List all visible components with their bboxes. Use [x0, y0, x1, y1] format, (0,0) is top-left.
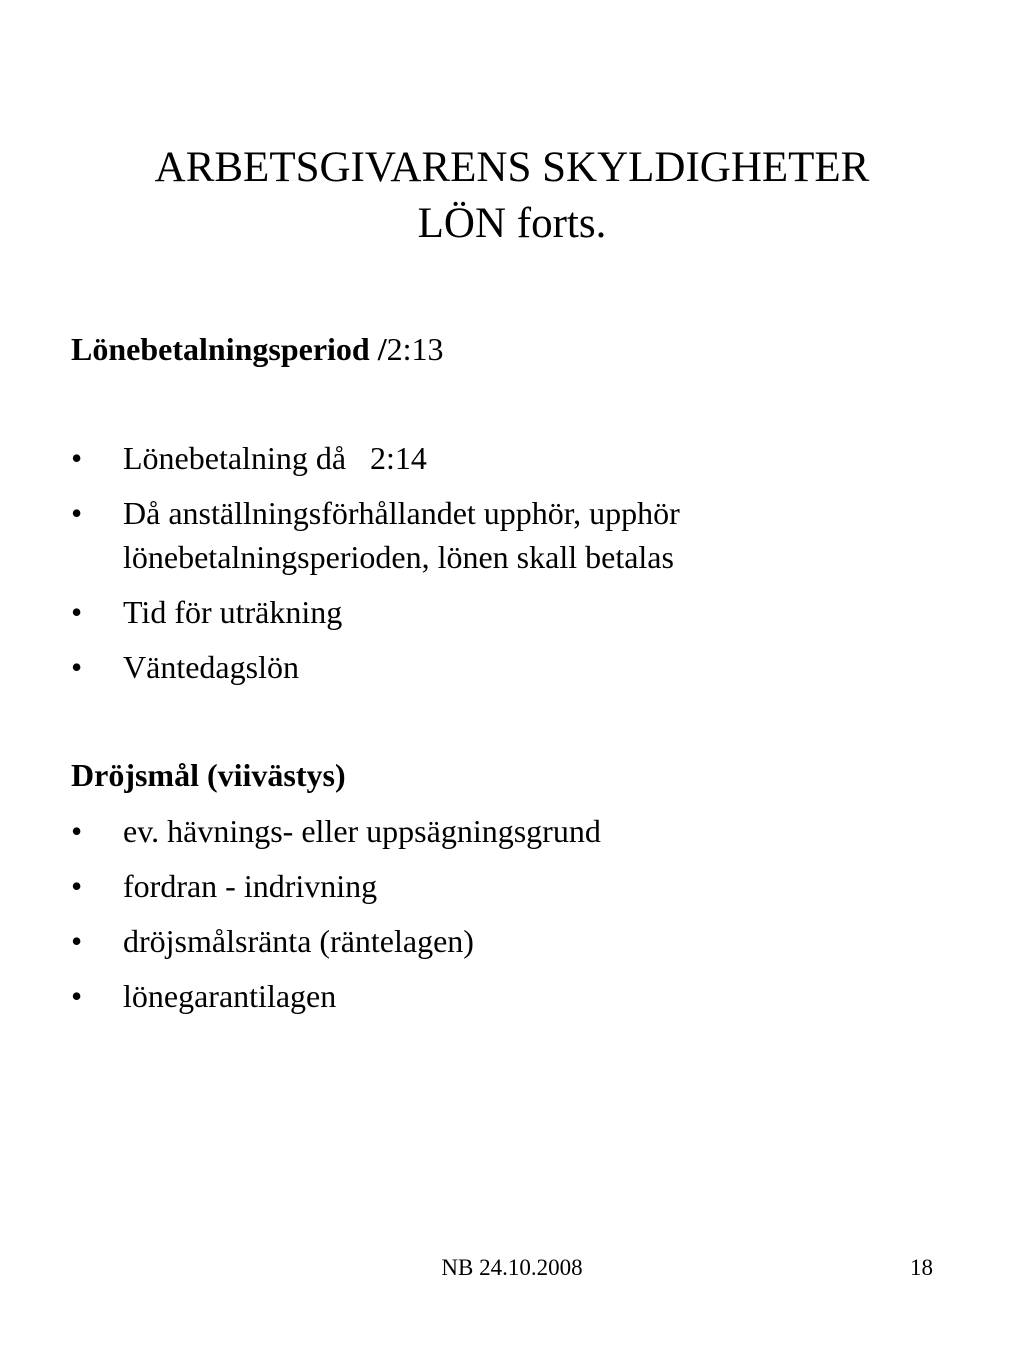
footer-date: NB 24.10.2008 — [441, 1255, 583, 1280]
section-heading-lonebetalningsperiod — [71, 329, 444, 369]
bullet-icon: • — [71, 649, 83, 685]
bullet-icon: • — [71, 868, 83, 904]
list-item — [71, 436, 680, 480]
list-item — [71, 809, 601, 853]
list-item — [71, 974, 601, 1018]
section-heading-bold: Dröjsmål (viivästys) — [71, 757, 346, 793]
list-item — [71, 491, 680, 579]
list-item-text: Väntedagslön — [123, 649, 299, 685]
bullet-icon: • — [71, 495, 83, 531]
list-item-text-line-2: lönebetalningsperioden, lönen skall betalas — [123, 539, 674, 575]
slide-title — [0, 140, 1024, 252]
bullet-list-lonebetalning — [71, 436, 680, 689]
list-item-text: Tid för uträkning — [123, 594, 343, 630]
bullet-icon: • — [71, 923, 83, 959]
list-item-text-line-1: Då anställningsförhållandet upphör, upphör — [123, 495, 680, 531]
list-item-text: fordran - indrivning — [123, 868, 378, 904]
bullet-icon: • — [71, 813, 83, 849]
page-number: 18 — [910, 1255, 933, 1280]
section-heading-drojsmal — [71, 755, 346, 795]
list-item-text: lönegarantilagen — [123, 978, 337, 1014]
list-item-text: Lönebetalning då 2:14 — [123, 440, 427, 476]
list-item — [71, 864, 601, 908]
section-heading-bold: Lönebetalningsperiod / — [71, 331, 387, 367]
list-item — [71, 590, 680, 634]
list-item-text: dröjsmålsränta (räntelagen) — [123, 923, 474, 959]
bullet-icon: • — [71, 594, 83, 630]
slide-title-line-2: LÖN forts. — [417, 200, 607, 247]
bullet-list-drojsmal — [71, 809, 601, 1018]
section-heading-reference: 2:13 — [386, 331, 444, 367]
bullet-icon: • — [71, 440, 83, 476]
list-item — [71, 919, 601, 963]
list-item — [71, 645, 680, 689]
slide-title-line-1: ARBETSGIVARENS SKYLDIGHETER — [154, 144, 870, 191]
bullet-icon: • — [71, 978, 83, 1014]
list-item-text: ev. hävnings- eller uppsägningsgrund — [123, 813, 601, 849]
